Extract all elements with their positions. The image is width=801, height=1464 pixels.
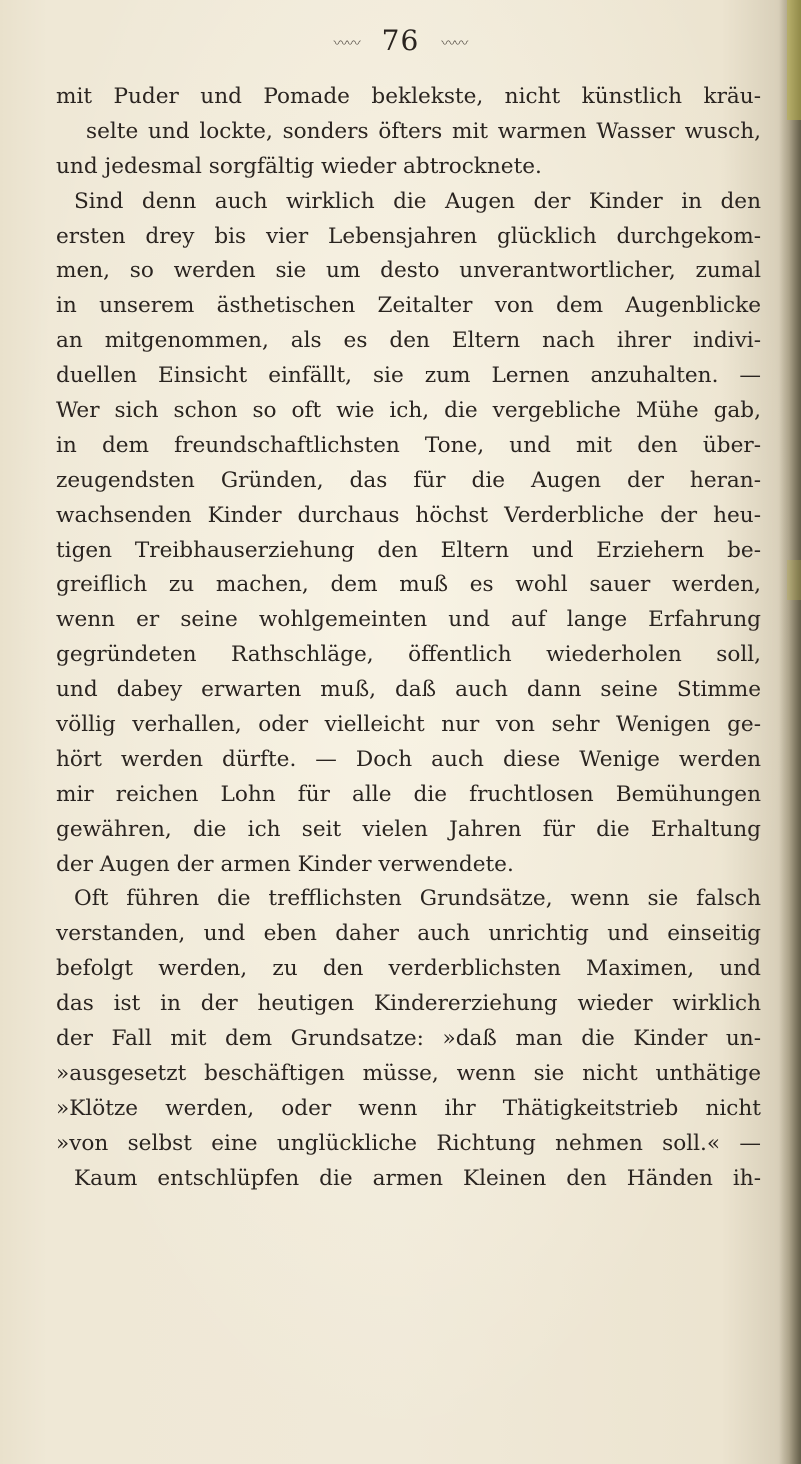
page-number: 76 [381, 24, 420, 57]
body-text [56, 80, 761, 1197]
text-line: tigen Treibhauserziehung den Eltern und Erziehern be- [56, 537, 761, 563]
ornament-left-icon: 〰〰 [333, 35, 360, 52]
text-line: mir reichen Lohn für alle die fruchtlosen Bemühungen [56, 781, 761, 807]
text-line: Kaum entschlüpfen die armen Kleinen den Händen ih- [74, 1165, 761, 1191]
text-line: Wer sich schon so oft wie ich, die vergebliche Mühe gab, [56, 398, 761, 424]
text-line: greiflich zu machen, dem muß es wohl sauer werden, [56, 572, 761, 598]
text-line: Sind denn auch wirklich die Augen der Kinder in den [74, 188, 761, 214]
text-line: duellen Einsicht einfällt, sie zum Lernen anzuhalten. — [56, 363, 761, 389]
text-line: und jedesmal sorgfältig wieder abtrocknete. [56, 153, 542, 179]
text-line: zeugendsten Gründen, das für die Augen der heran- [56, 467, 761, 493]
text-line: verstanden, und eben daher auch unrichtig und einseitig [56, 921, 761, 947]
text-line: befolgt werden, zu den verderblichsten Maximen, und [56, 956, 761, 982]
text-line: völlig verhallen, oder vielleicht nur von sehr Wenigen ge- [56, 712, 761, 738]
page-edge-shadow [779, 0, 801, 1464]
text-line: und dabey erwarten muß, daß auch dann seine Stimme [56, 677, 761, 703]
text-line: mit Puder und Pomade beklekste, nicht künstlich kräu- [56, 84, 761, 109]
text-line: wenn er seine wohlgemeinten und auf lange Erfahrung [56, 607, 761, 633]
text-line: ersten drey bis vier Lebensjahren glücklich durchgekom- [56, 223, 761, 249]
text-line: Oft führen die trefflichsten Grundsätze, wenn sie falsch [74, 886, 761, 912]
text-line: men, so werden sie um desto unverantwortlicher, zumal [56, 258, 761, 284]
text-line: gegründeten Rathschläge, öffentlich wiederholen soll, [56, 642, 761, 668]
text-line: »ausgesetzt beschäftigen müsse, wenn sie nicht unthätige [56, 1060, 761, 1086]
text-line: selte und lockte, sonders öfters mit warmen Wasser wusch, [86, 118, 761, 144]
text-line: in unserem ästhetischen Zeitalter von dem Augenblicke [56, 293, 761, 319]
text-line: wachsenden Kinder durchaus höchst Verderbliche der heu- [56, 502, 761, 528]
text-line: der Fall mit dem Grundsatze: »daß man die Kinder un- [56, 1026, 761, 1052]
text-line: der Augen der armen Kinder verwendete. [56, 851, 514, 877]
ornament-right-icon: 〰〰 [441, 35, 468, 52]
text-line: gewähren, die ich seit vielen Jahren für die Erhaltung [56, 816, 761, 842]
page-edge-stain [787, 0, 801, 120]
text-line: in dem freundschaftlichsten Tone, und mit den über- [56, 432, 761, 458]
page-edge-stain [787, 560, 801, 600]
text-line: hört werden dürfte. — Doch auch diese Wenige werden [56, 746, 761, 772]
text-line: »Klötze werden, oder wenn ihr Thätigkeitstrieb nicht [56, 1095, 761, 1121]
running-head [0, 24, 801, 57]
text-line: das ist in der heutigen Kindererziehung wieder wirklich [56, 991, 761, 1017]
text-line: »von selbst eine unglückliche Richtung nehmen soll.« — [56, 1130, 761, 1156]
text-line: an mitgenommen, als es den Eltern nach ihrer indivi- [56, 328, 761, 354]
